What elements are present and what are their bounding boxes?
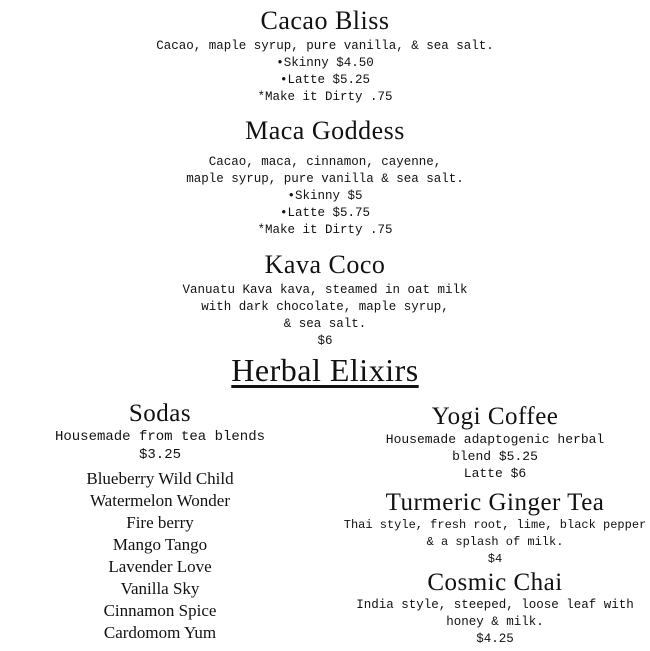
item-description: Vanuatu Kava kava, steamed in oat milk xyxy=(182,283,468,297)
item-price-latte: •Latte $5.25 xyxy=(279,73,370,87)
menu-item-maca-goddess xyxy=(0,116,650,239)
item-title: Yogi Coffee xyxy=(431,403,559,430)
item-price-latte: Latte $6 xyxy=(463,466,527,481)
item-addon-dirty: *Make it Dirty .75 xyxy=(257,90,393,104)
menu-item-kava-coco xyxy=(0,250,650,350)
item-description: & a splash of milk. xyxy=(426,535,564,549)
list-item: Lavender Love xyxy=(108,557,212,576)
sodas-price: $3.25 xyxy=(138,447,181,463)
item-price: $6 xyxy=(317,334,333,348)
item-description: maple syrup, pure vanilla & sea salt. xyxy=(186,172,464,186)
list-item: Mango Tango xyxy=(112,535,208,554)
item-title: Cosmic Chai xyxy=(427,569,563,596)
list-item: Cardomom Yum xyxy=(103,623,217,642)
sodas-column xyxy=(20,400,300,644)
item-addon-dirty: *Make it Dirty .75 xyxy=(257,223,393,237)
list-item: Vanilla Sky xyxy=(120,579,200,598)
yogi-coffee xyxy=(340,403,650,482)
item-title: Kava Coco xyxy=(264,250,386,279)
item-description: Cacao, maca, cinnamon, cayenne, xyxy=(208,155,442,169)
item-description: Housemade adaptogenic herbal xyxy=(385,432,605,447)
item-price: blend $5.25 xyxy=(452,449,538,464)
cosmic-chai xyxy=(340,569,650,648)
list-item: Cinnamon Spice xyxy=(103,601,217,620)
item-price-skinny: •Skinny $5 xyxy=(287,189,363,203)
item-title: Cacao Bliss xyxy=(260,6,390,35)
item-price-skinny: •Skinny $4.50 xyxy=(276,56,374,70)
list-item: Blueberry Wild Child xyxy=(86,469,234,488)
sodas-description: Housemade from tea blends xyxy=(54,429,266,445)
list-item: Watermelon Wonder xyxy=(90,491,230,510)
item-description: honey & milk. xyxy=(446,615,544,629)
turmeric-ginger-tea xyxy=(340,489,650,568)
section-title-herbal-elixirs: Herbal Elixirs xyxy=(231,352,419,388)
item-title: Turmeric Ginger Tea xyxy=(385,489,605,516)
item-price-latte: •Latte $5.75 xyxy=(279,206,370,220)
menu-item-cacao-bliss xyxy=(0,6,650,106)
item-description: Cacao, maple syrup, pure vanilla, & sea salt. xyxy=(156,39,494,53)
list-item: Fire berry xyxy=(126,513,194,532)
item-price: $4.25 xyxy=(476,632,514,646)
soda-flavor-list xyxy=(20,468,300,644)
item-description: & sea salt. xyxy=(283,317,367,331)
item-description: India style, steeped, loose leaf with xyxy=(356,598,634,612)
sodas-title: Sodas xyxy=(128,400,192,427)
item-description: with dark chocolate, maple syrup, xyxy=(201,300,449,314)
item-description: Thai style, fresh root, lime, black pepper xyxy=(343,518,647,532)
item-title: Maca Goddess xyxy=(245,116,405,145)
item-price: $4 xyxy=(487,552,503,566)
